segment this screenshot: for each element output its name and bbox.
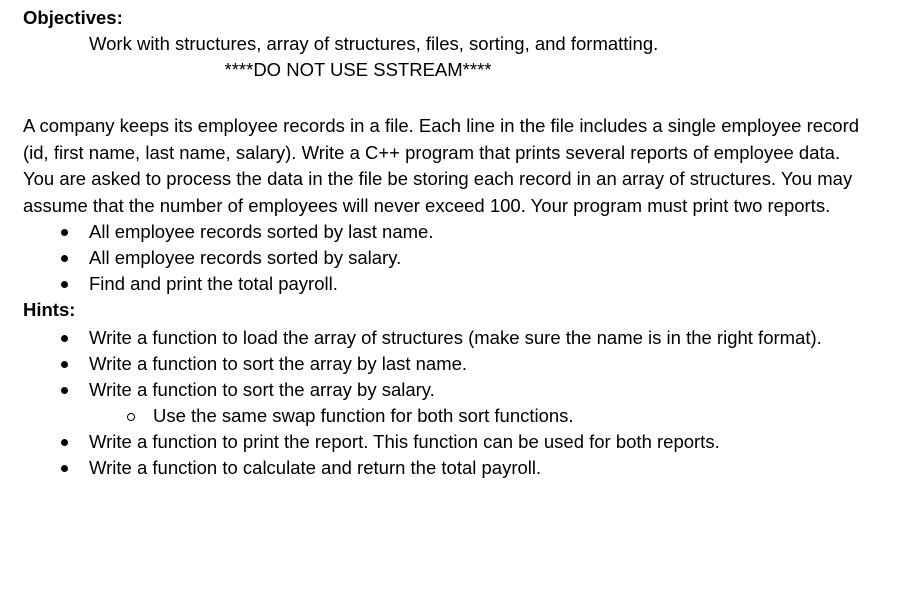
blank-line <box>23 83 893 113</box>
report-item <box>23 219 849 245</box>
assignment-document <box>23 5 893 481</box>
description-paragraph: A company keeps its employee records in a file. Each line in the file includes a single employee record (id, first name, last name, salary). Write a C++ program that prints several reports of employee data. You are asked to process the data in the file be storing each record in an array of structures. You may assume that the number of employees will never exceed 100. Your program must print two reports. <box>23 115 860 216</box>
sstream-warning: ****DO NOT USE SSTREAM**** <box>224 59 492 80</box>
hint-item <box>23 429 849 455</box>
hint-item <box>23 377 849 429</box>
bullet-icon <box>61 281 68 288</box>
report-item-text: Find and print the total payroll. <box>89 273 338 294</box>
hollow-bullet-icon <box>127 413 135 421</box>
hint-item-text: Write a function to sort the array by last name. <box>89 353 468 374</box>
report-item <box>23 245 849 271</box>
bullet-icon <box>61 229 68 236</box>
objectives-line: Work with structures, array of structures, files, sorting, and formatting. <box>89 33 659 54</box>
report-item-text: All employee records sorted by salary. <box>89 247 402 268</box>
bullet-icon <box>61 387 68 394</box>
bullet-icon <box>61 361 68 368</box>
hint-item <box>23 351 849 377</box>
bullet-icon <box>61 255 68 262</box>
objectives-heading: Objectives: <box>23 7 123 28</box>
hint-item-text: Write a function to load the array of structures (make sure the name is in the right format). <box>89 327 822 348</box>
hint-sub-item <box>23 403 849 429</box>
hint-sub-item-text: Use the same swap function for both sort functions. <box>153 405 574 426</box>
hints-heading: Hints: <box>23 299 76 320</box>
hint-sub-list <box>23 403 849 429</box>
hints-list <box>23 325 893 481</box>
bullet-icon <box>61 335 68 342</box>
bullet-icon <box>61 465 68 472</box>
hint-item-text: Write a function to calculate and return the total payroll. <box>89 457 542 478</box>
report-item <box>23 271 849 297</box>
hint-item <box>23 325 849 351</box>
report-list <box>23 219 893 297</box>
hint-item-text: Write a function to print the report. This function can be used for both reports. <box>89 431 720 452</box>
hint-item <box>23 455 849 481</box>
report-item-text: All employee records sorted by last name. <box>89 221 434 242</box>
bullet-icon <box>61 439 68 446</box>
hint-item-text: Write a function to sort the array by salary. <box>89 379 435 400</box>
